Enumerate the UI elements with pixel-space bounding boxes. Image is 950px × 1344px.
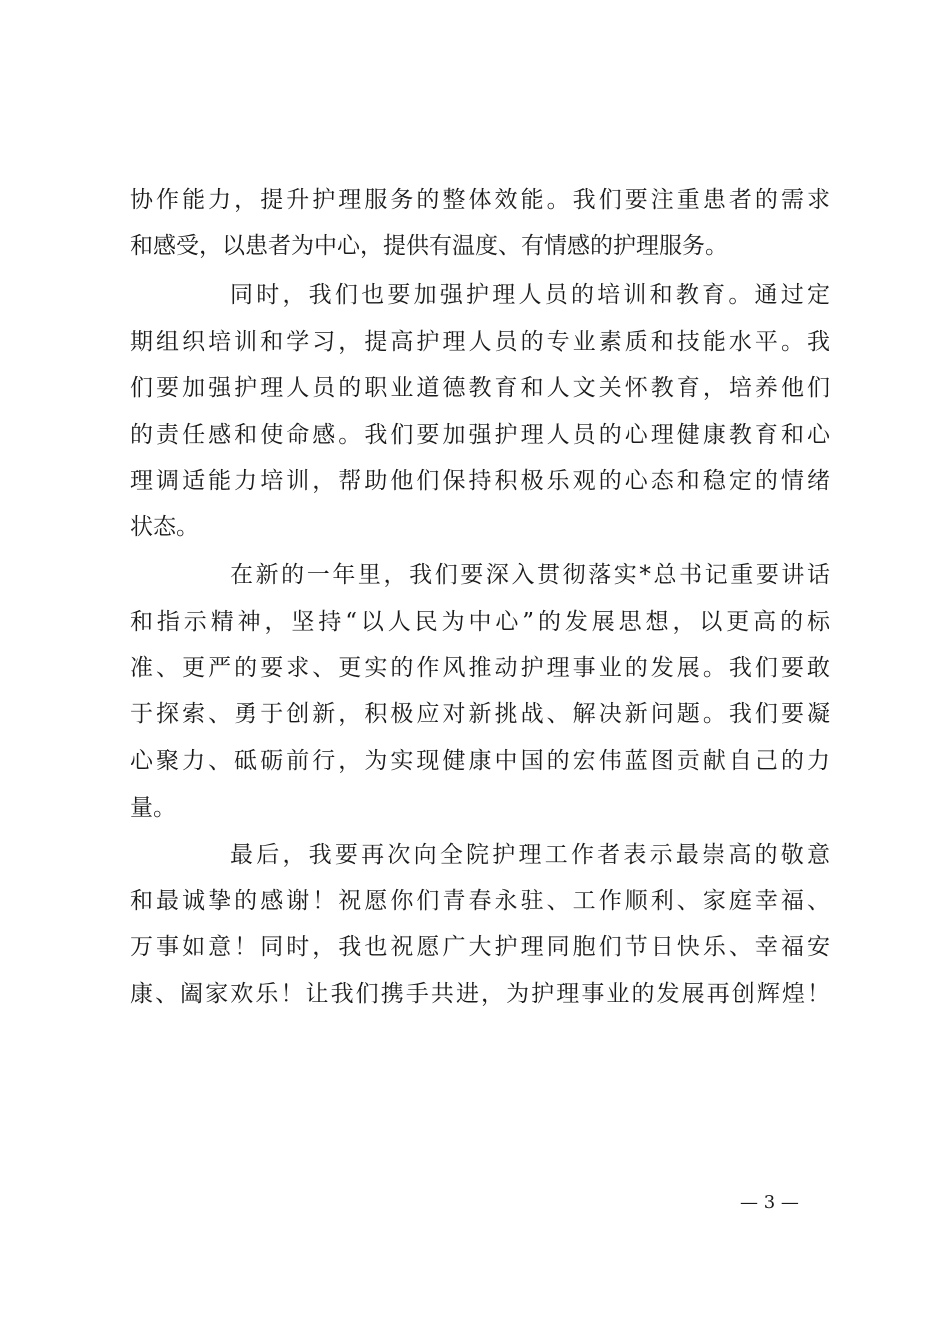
paragraph-2-line-2: 期组织培训和学习，提高护理人员的专业素质和技能水平。我 bbox=[130, 329, 830, 355]
paragraph-3-line-5: 心聚力、砥砺前行，为实现健康中国的宏伟蓝图贡献自己的力 bbox=[130, 748, 830, 774]
paragraph-3-line-4: 于探索、勇于创新，积极应对新挑战、解决新问题。我们要凝 bbox=[130, 701, 830, 727]
paragraph-2-line-5: 理调适能力培训，帮助他们保持积极乐观的心态和稳定的情绪 bbox=[130, 468, 830, 494]
paragraph-4-line-2: 和最诚挚的感谢！祝愿你们青春永驻、工作顺利、家庭幸福、 bbox=[130, 888, 830, 914]
page-number: — 3 — bbox=[740, 1192, 799, 1213]
paragraph-2-line-1: 同时，我们也要加强护理人员的培训和教育。通过定 bbox=[230, 282, 830, 308]
paragraph-1-line-2: 和感受，以患者为中心，提供有温度、有情感的护理服务。 bbox=[130, 233, 728, 259]
paragraph-3-line-2: 和指示精神，坚持“以人民为中心”的发展思想，以更高的标 bbox=[130, 609, 830, 635]
paragraph-2-line-6: 状态。 bbox=[130, 514, 199, 540]
paragraph-3-line-3: 准、更严的要求、更实的作风推动护理事业的发展。我们要敢 bbox=[130, 655, 830, 681]
paragraph-1-line-1: 协作能力，提升护理服务的整体效能。我们要注重患者的需求 bbox=[130, 187, 830, 213]
paragraph-2-line-4: 的责任感和使命感。我们要加强护理人员的心理健康教育和心 bbox=[130, 422, 830, 448]
paragraph-4-line-3: 万事如意！同时，我也祝愿广大护理同胞们节日快乐、幸福安 bbox=[130, 934, 830, 960]
paragraph-3-line-6: 量。 bbox=[130, 795, 176, 821]
paragraph-2-line-3: 们要加强护理人员的职业道德教育和人文关怀教育，培养他们 bbox=[130, 375, 830, 401]
paragraph-4-line-1: 最后，我要再次向全院护理工作者表示最崇高的敬意 bbox=[230, 842, 830, 868]
paragraph-4-line-4: 康、阖家欢乐！让我们携手共进，为护理事业的发展再创辉煌！ bbox=[130, 981, 830, 1007]
paragraph-3-line-1: 在新的一年里，我们要深入贯彻落实*总书记重要讲话 bbox=[230, 562, 830, 588]
